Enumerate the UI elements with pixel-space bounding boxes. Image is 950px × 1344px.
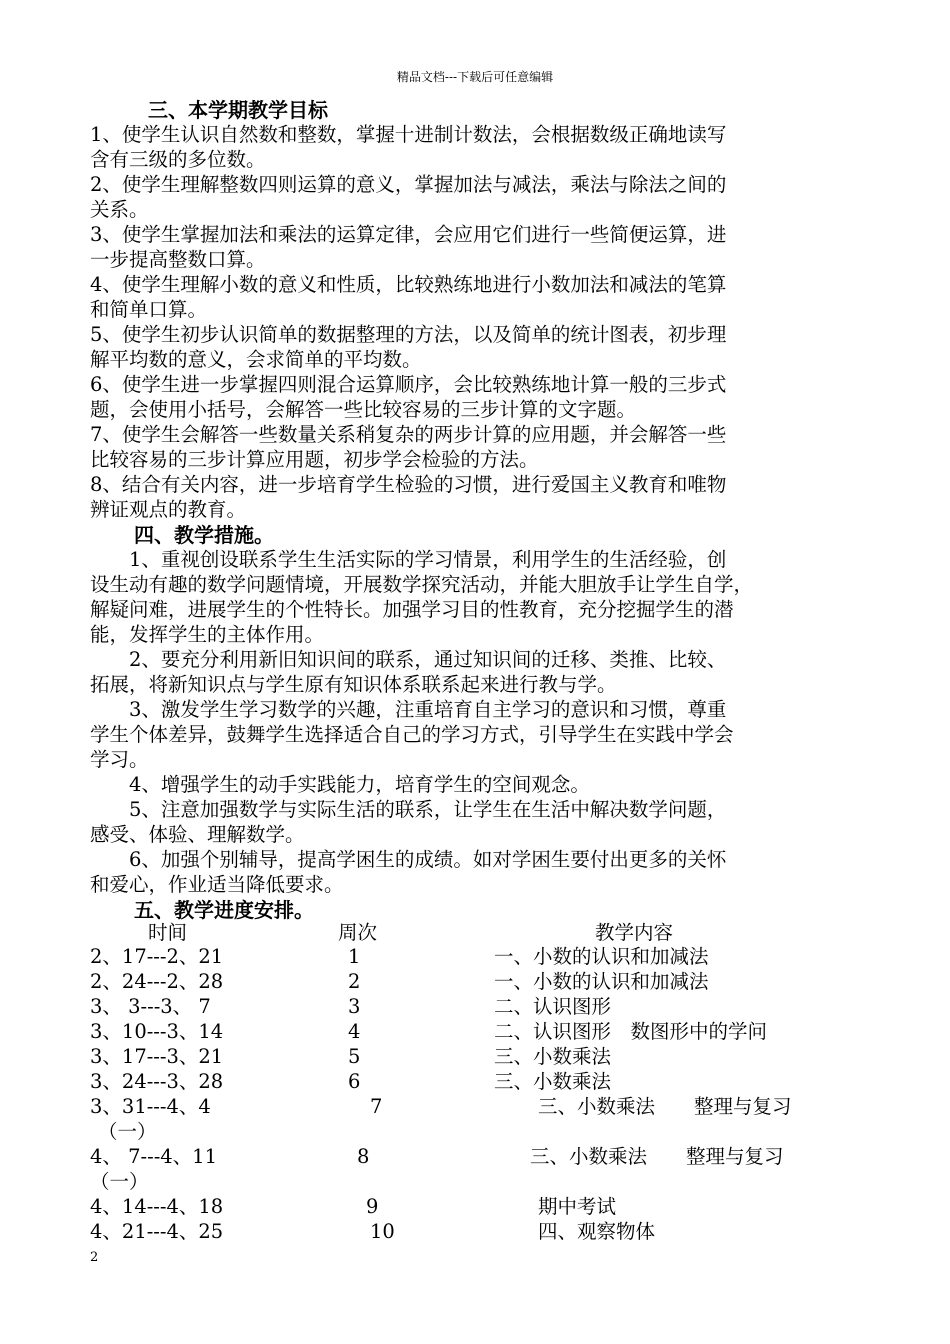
cell-time: 2、24---2、28 (90, 970, 224, 993)
cell-content-continuation: （一） (90, 1170, 149, 1193)
table-row (90, 1045, 870, 1069)
table-row (90, 1220, 870, 1244)
column-header-week: 周次 (338, 921, 378, 944)
section-3-title: 三、本学期教学目标 (148, 98, 328, 122)
cell-time: 3、24---3、28 (90, 1070, 224, 1093)
cell-week: 5 (348, 1045, 361, 1068)
table-row (90, 995, 870, 1019)
text-line: 8、结合有关内容，进一步培育学生检验的习惯，进行爱国主义教育和唯物 (90, 473, 727, 496)
table-row (90, 1020, 870, 1044)
cell-content: 三、小数乘法 整理与复习 (530, 1145, 784, 1168)
cell-content: 三、小数乘法 (494, 1045, 612, 1068)
schedule-header-row (90, 921, 870, 945)
text-line: 一步提高整数口算。 (90, 248, 266, 271)
cell-week: 4 (348, 1020, 361, 1043)
text-line: 解平均数的意义，会求简单的平均数。 (90, 348, 422, 371)
cell-time: 4、14---4、18 (90, 1195, 224, 1218)
text-line: 题，会使用小括号，会解答一些比较容易的三步计算的文字题。 (90, 398, 637, 421)
text-line: 关系。 (90, 198, 149, 221)
text-line: 3、使学生掌握加法和乘法的运算定律，会应用它们进行一些简便运算，进 (90, 223, 727, 246)
table-row-continuation (90, 1120, 870, 1144)
text-line: 7、使学生会解答一些数量关系稍复杂的两步计算的应用题，并会解答一些 (90, 423, 727, 446)
cell-content: 一、小数的认识和加减法 (494, 945, 709, 968)
cell-week: 8 (357, 1145, 370, 1168)
section-4-title: 四、教学措施。 (134, 523, 274, 547)
text-line: 比较容易的三步计算应用题，初步学会检验的方法。 (90, 448, 539, 471)
cell-week: 2 (348, 970, 361, 993)
cell-content: 一、小数的认识和加减法 (494, 970, 709, 993)
cell-week: 6 (348, 1070, 361, 1093)
text-line: 解疑问难，进展学生的个性特长。加强学习目的性教育，充分挖掘学生的潜 (90, 598, 734, 621)
text-line: 3、激发学生学习数学的兴趣，注重培育自主学习的意识和习惯，尊重 (90, 698, 727, 721)
cell-content-continuation: （一） (98, 1120, 157, 1143)
cell-content: 四、观察物体 (538, 1220, 656, 1243)
text-line: 6、加强个别辅导，提高学困生的成绩。如对学困生要付出更多的关怀 (90, 848, 727, 871)
text-line: 拓展，将新知识点与学生原有知识体系联系起来进行教与学。 (90, 673, 617, 696)
cell-time: 4、 7---4、11 (90, 1145, 217, 1168)
table-row (90, 945, 870, 969)
text-line: 4、增强学生的动手实践能力，培育学生的空间观念。 (90, 773, 590, 796)
cell-time: 3、 3---3、 7 (90, 995, 211, 1018)
cell-content: 三、小数乘法 整理与复习 (538, 1095, 792, 1118)
cell-content: 二、认识图形 数图形中的学问 (494, 1020, 768, 1043)
text-line: 6、使学生进一步掌握四则混合运算顺序，会比较熟练地计算一般的三步式 (90, 373, 727, 396)
cell-time: 4、21---4、25 (90, 1220, 224, 1243)
cell-week: 7 (370, 1095, 383, 1118)
text-line: 感受、体验、理解数学。 (90, 823, 305, 846)
cell-time: 3、17---3、21 (90, 1045, 224, 1068)
table-row-continuation (90, 1170, 870, 1194)
text-line: 5、使学生初步认识简单的数据整理的方法，以及简单的统计图表，初步理 (90, 323, 727, 346)
text-line: 1、使学生认识自然数和整数，掌握十进制计数法，会根据数级正确地读写 (90, 123, 727, 146)
text-line: 1、重视创设联系学生生活实际的学习情景，利用学生的生活经验，创 (90, 548, 727, 571)
cell-content: 期中考试 (538, 1195, 617, 1218)
cell-week: 1 (348, 945, 361, 968)
cell-time: 2、17---2、21 (90, 945, 224, 968)
text-line: 学生个体差异，鼓舞学生选择适合自己的学习方式，引导学生在实践中学会 (90, 723, 734, 746)
table-row (90, 1195, 870, 1219)
text-line: 能，发挥学生的主体作用。 (90, 623, 325, 646)
cell-content: 二、认识图形 (494, 995, 612, 1018)
table-row (90, 970, 870, 994)
text-line: 和爱心，作业适当降低要求。 (90, 873, 344, 896)
cell-content: 三、小数乘法 (494, 1070, 612, 1093)
cell-time: 3、31---4、4 (90, 1095, 211, 1118)
text-line: 2、使学生理解整数四则运算的意义，掌握加法与减法，乘法与除法之间的 (90, 173, 727, 196)
text-line: 2、要充分利用新旧知识间的联系，通过知识间的迁移、类推、比较、 (90, 648, 727, 671)
text-line: 含有三级的多位数。 (90, 148, 266, 171)
table-row (90, 1095, 870, 1119)
text-line: 和简单口算。 (90, 298, 208, 321)
table-row (90, 1145, 870, 1169)
text-line: 辨证观点的教育。 (90, 498, 247, 521)
section-5-title: 五、教学进度安排。 (134, 898, 314, 922)
cell-week: 3 (348, 995, 361, 1018)
text-line: 设生动有趣的数学问题情境，开展数学探究活动，并能大胆放手让学生自学， (90, 573, 754, 596)
page-number: 2 (90, 1250, 99, 1265)
text-line: 5、注意加强数学与实际生活的联系，让学生在生活中解决数学问题， (90, 798, 727, 821)
table-row (90, 1070, 870, 1094)
text-line: 4、使学生理解小数的意义和性质，比较熟练地进行小数加法和减法的笔算 (90, 273, 727, 296)
cell-time: 3、10---3、14 (90, 1020, 224, 1043)
column-header-content: 教学内容 (595, 921, 674, 944)
page-header: 精品文档---下载后可任意编辑 (396, 70, 554, 84)
cell-week: 9 (366, 1195, 379, 1218)
cell-week: 10 (370, 1220, 395, 1243)
text-line: 学习。 (90, 748, 149, 771)
column-header-time: 时间 (148, 921, 188, 944)
